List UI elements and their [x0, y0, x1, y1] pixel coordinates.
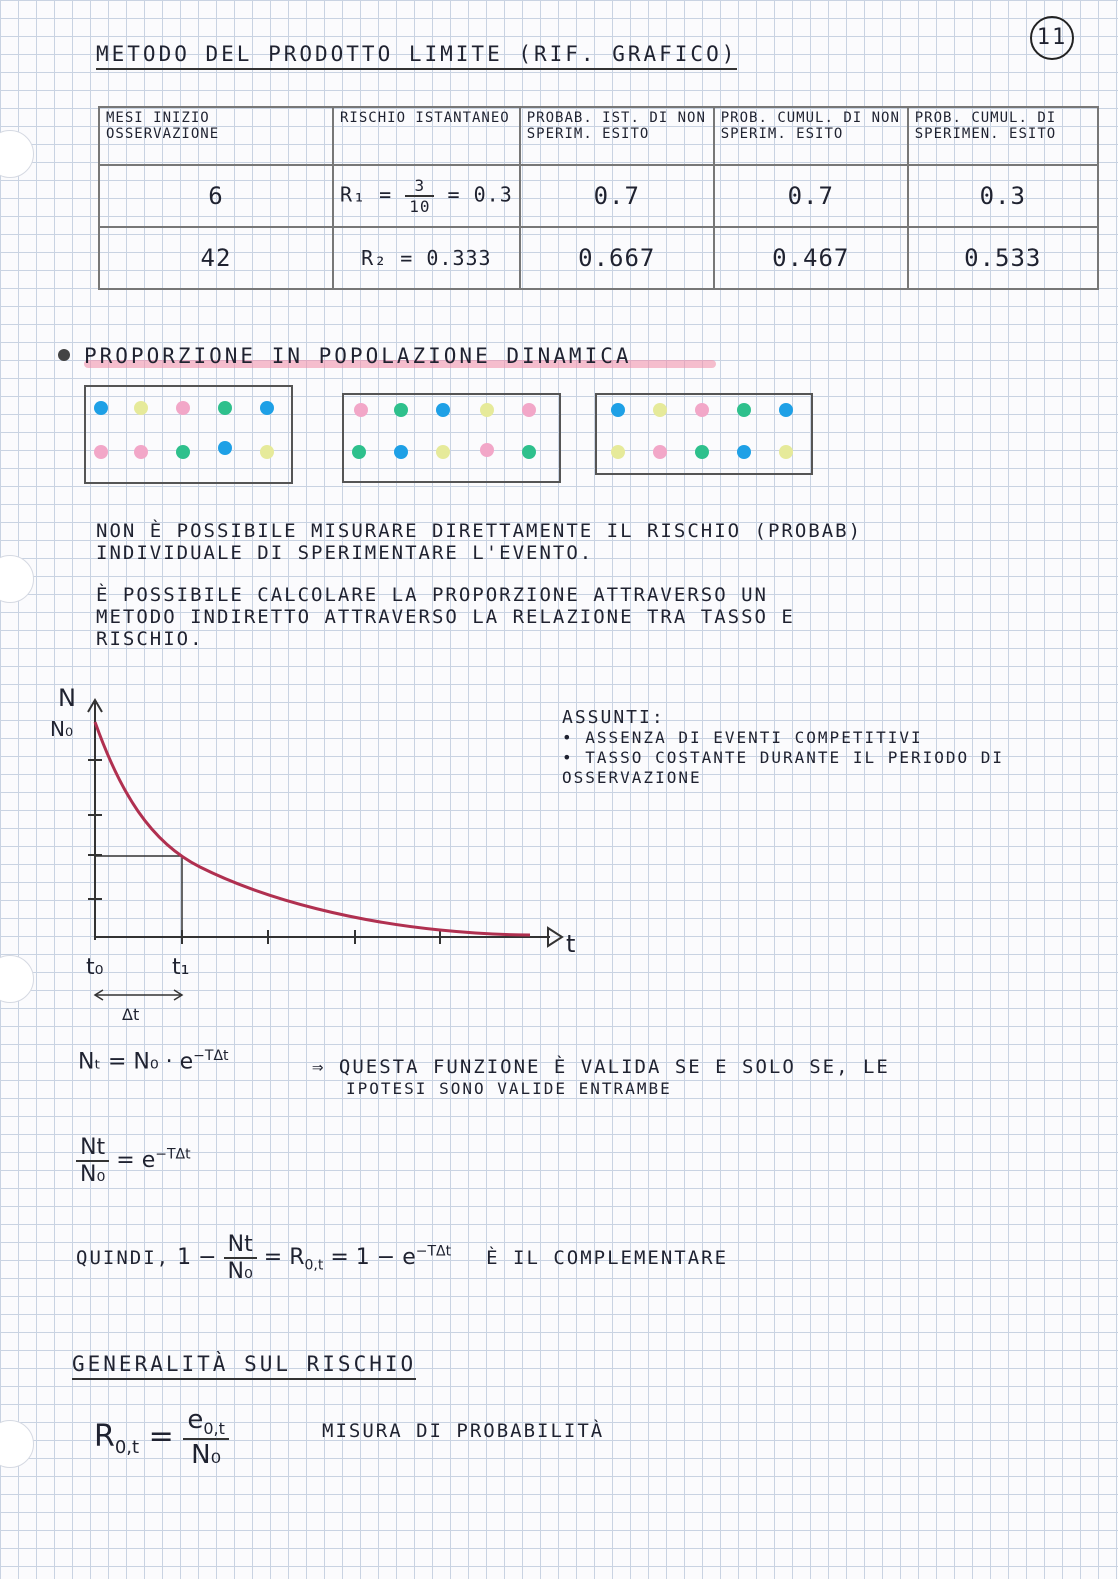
- population-box-3: [595, 393, 813, 475]
- p-cum-non-cell: 0.467: [714, 227, 908, 289]
- p-ist-cell: 0.667: [520, 227, 714, 289]
- rischio-cell: R₁ = $\frac{3}{10}$ = 0.3: [333, 165, 520, 227]
- header-cell: PROB. CUMUL. DI NON SPERIM. ESITO: [714, 107, 908, 165]
- blue-dot: [218, 441, 232, 455]
- blue-dot: [611, 403, 625, 417]
- assunti-item: • ASSENZA DI EVENTI COMPETITIVI: [562, 728, 923, 747]
- binder-hole: [0, 555, 34, 603]
- text-line: È POSSIBILE CALCOLARE LA PROPORZIONE ATTRAVERSO UN: [96, 584, 768, 606]
- blue-dot: [394, 445, 408, 459]
- binder-hole: [0, 955, 34, 1003]
- equation-4-note: MISURA DI PROBABILITÀ: [322, 1420, 605, 1442]
- header-cell: MESI INIZIO OSSERVAZIONE: [99, 107, 333, 165]
- y-label: N: [58, 684, 76, 712]
- text-line: NON È POSSIBILE MISURARE DIRETTAMENTE IL RISCHIO (PROBAB): [96, 520, 863, 542]
- text-line: ⇒ QUESTA FUNZIONE È VALIDA SE E SOLO SE, LE: [312, 1056, 890, 1078]
- blue-dot: [737, 445, 751, 459]
- section-title-proporzione: PROPORZIONE IN POPOLAZIONE DINAMICA: [84, 344, 632, 368]
- paragraph-1: [96, 520, 862, 564]
- yellow-dot: [260, 445, 274, 459]
- pink-dot: [94, 445, 108, 459]
- header-cell: PROBAB. IST. DI NON SPERIM. ESITO: [520, 107, 714, 165]
- text-line: RISCHIO.: [96, 628, 204, 650]
- binder-hole: [0, 1420, 34, 1468]
- green-dot: [176, 445, 190, 459]
- population-box-2: [342, 393, 561, 483]
- yellow-dot: [653, 403, 667, 417]
- text-line: METODO INDIRETTO ATTRAVERSO LA RELAZIONE TRA TASSO E: [96, 606, 795, 628]
- green-dot: [695, 445, 709, 459]
- section-title-generalita: GENERALITÀ SUL RISCHIO: [72, 1352, 416, 1380]
- yellow-dot: [436, 445, 450, 459]
- y0-label: N₀: [50, 717, 73, 741]
- assunti-block: [562, 708, 1012, 788]
- equation-1-note: [312, 1056, 890, 1100]
- green-dot: [522, 445, 536, 459]
- green-dot: [394, 403, 408, 417]
- p-cum-cell: 0.3: [908, 165, 1098, 227]
- text-line: INDIVIDUALE DI SPERIMENTARE L'EVENTO.: [96, 542, 594, 564]
- table-header-row: [99, 107, 1098, 165]
- results-table: [98, 106, 1099, 290]
- yellow-dot: [480, 403, 494, 417]
- pink-dot: [653, 445, 667, 459]
- page-number: 11: [1030, 16, 1074, 60]
- paragraph-2: [96, 584, 795, 650]
- delta-t-label: Δt: [122, 1005, 140, 1024]
- pink-dot: [480, 443, 494, 457]
- assunti-title: ASSUNTI:: [562, 707, 665, 728]
- header-cell: RISCHIO ISTANTANEO: [333, 107, 520, 165]
- blue-dot: [260, 401, 274, 415]
- blue-dot: [436, 403, 450, 417]
- yellow-dot: [134, 401, 148, 415]
- pink-dot: [134, 445, 148, 459]
- equation-4: $R_{0,t}$ = $\frac{e_{0,t}}{\text{N₀}}$: [94, 1405, 229, 1470]
- green-dot: [737, 403, 751, 417]
- binder-hole: [0, 130, 34, 178]
- yellow-dot: [611, 445, 625, 459]
- mesi-cell: 6: [99, 165, 333, 227]
- pink-dot: [522, 403, 536, 417]
- yellow-dot: [779, 445, 793, 459]
- decay-graph: [40, 672, 600, 1032]
- x-label: t: [566, 930, 576, 958]
- table-row: [99, 165, 1098, 227]
- header-cell: PROB. CUMUL. DI SPERIMEN. ESITO: [908, 107, 1098, 165]
- mesi-cell: 42: [99, 227, 333, 289]
- text-line: IPOTESI SONO VALIDE ENTRAMBE: [346, 1079, 672, 1098]
- equation-3: QUINDI, 1 − $\frac{Nt}{\text{N₀}}$ = $R_{0,t} = 1 - e^{-T\Delta t}$ È IL COMPLEMENTARE: [76, 1232, 729, 1284]
- x-axis-arrow: [548, 928, 562, 946]
- green-dot: [218, 401, 232, 415]
- p-cum-non-cell: 0.7: [714, 165, 908, 227]
- pink-dot: [695, 403, 709, 417]
- equation-2: $\frac{Nt}{\text{N₀}}$ = $e^{-T\Delta t}$: [76, 1135, 191, 1187]
- equation-1: $N_t = N_0 \cdot e^{-T\Delta t}$: [78, 1048, 229, 1075]
- page-title: METODO DEL PRODOTTO LIMITE (RIF. GRAFICO): [96, 42, 737, 70]
- p-cum-cell: 0.533: [908, 227, 1098, 289]
- bullet-icon: [58, 349, 70, 361]
- decay-curve: [95, 722, 530, 935]
- pink-dot: [354, 403, 368, 417]
- green-dot: [352, 445, 366, 459]
- pink-dot: [176, 401, 190, 415]
- t1-label: t₁: [172, 955, 190, 980]
- table-row: [99, 227, 1098, 289]
- rischio-cell: R₂ = 0.333: [333, 227, 520, 289]
- assunti-item: • TASSO COSTANTE DURANTE IL PERIODO DI OSSERVAZIONE: [562, 748, 1005, 787]
- population-box-1: [84, 385, 293, 484]
- blue-dot: [779, 403, 793, 417]
- p-ist-cell: 0.7: [520, 165, 714, 227]
- blue-dot: [94, 401, 108, 415]
- t0-label: t₀: [86, 955, 104, 980]
